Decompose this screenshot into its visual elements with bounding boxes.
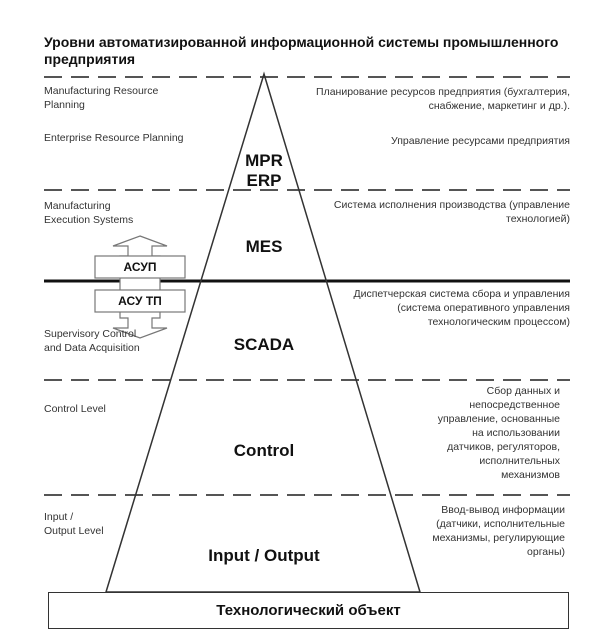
technological-object-box [48,592,569,629]
right-label-io: Ввод-вывод информации (датчики, исполнительные механизмы, регулирующие органы) [432,504,565,558]
right-label-control: Сбор данных и непосредственное управление, основанные на использовании датчиков, регуляторов, исполнительных механизмов [437,385,560,481]
left-label-scada: Supervisory Control and Data Acquisition [44,328,140,354]
left-label-mes: Manufacturing Execution Systems [44,200,134,226]
label-asutp: АСУ ТП [118,294,162,308]
double-arrow-asup-asutp [113,236,167,338]
diagram-title: Уровни автоматизированной информационной системы промышленного предприятия [44,34,559,67]
level-control: Control [233,441,295,460]
level-scada: SCADA [233,335,295,354]
right-label-erp: Управление ресурсами предприятия [391,135,570,147]
right-label-scada: Диспетчерская система сбора и управления (система оперативного управления технологическим процессом) [353,288,570,328]
level-input-output: Input / Output [208,546,320,565]
technological-object-label: Технологический объект [216,602,401,619]
left-label-control: Control Level [44,403,106,415]
label-asup: АСУП [123,260,157,274]
right-label-mrp: Планирование ресурсов предприятия (бухгалтерия, снабжение, маркетинг и др.). [316,86,570,112]
level-mpr: MPR [245,151,283,170]
right-label-mes: Система исполнения производства (управление технологией) [333,199,570,225]
level-erp: ERP [246,171,282,190]
left-label-io: Input / Output Level [44,511,104,537]
level-mes: MES [245,237,283,256]
left-label-mrp: Manufacturing Resource Planning [44,85,159,111]
left-label-erp: Enterprise Resource Planning [44,132,184,144]
